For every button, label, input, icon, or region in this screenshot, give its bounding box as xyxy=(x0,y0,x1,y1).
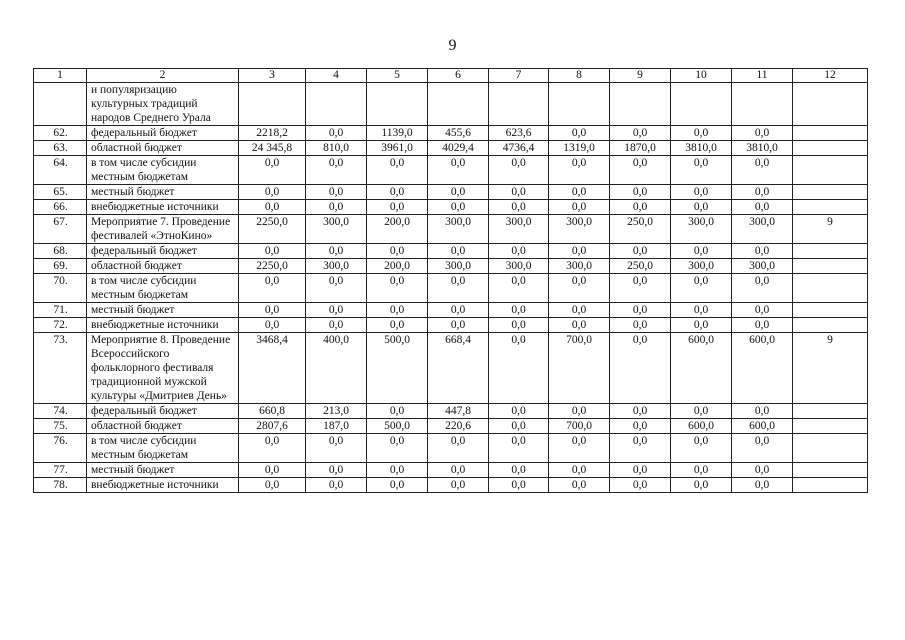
value-cell: 300,0 xyxy=(732,259,793,274)
value-cell: 0,0 xyxy=(671,185,732,200)
value-cell: 0,0 xyxy=(732,434,793,463)
value-cell: 0,0 xyxy=(671,156,732,185)
value-cell: 0,0 xyxy=(428,478,489,493)
column-header: 7 xyxy=(489,69,549,83)
value-cell: 0,0 xyxy=(732,478,793,493)
description-cell: внебюджетные источники xyxy=(87,478,239,493)
value-cell: 0,0 xyxy=(306,200,367,215)
value-cell: 2218,2 xyxy=(239,126,306,141)
value-cell: 1870,0 xyxy=(610,141,671,156)
table-row xyxy=(34,318,868,333)
value-cell: 3810,0 xyxy=(732,141,793,156)
target-reference-cell xyxy=(793,156,868,185)
value-cell: 0,0 xyxy=(367,303,428,318)
row-number-cell: 65. xyxy=(34,185,87,200)
column-header: 2 xyxy=(87,69,239,83)
row-number-cell: 70. xyxy=(34,274,87,303)
value-cell: 0,0 xyxy=(428,200,489,215)
value-cell xyxy=(671,83,732,126)
value-cell: 0,0 xyxy=(549,478,610,493)
value-cell: 600,0 xyxy=(671,333,732,404)
value-cell: 500,0 xyxy=(367,333,428,404)
value-cell: 0,0 xyxy=(239,478,306,493)
value-cell: 600,0 xyxy=(732,333,793,404)
value-cell: 0,0 xyxy=(549,318,610,333)
value-cell: 0,0 xyxy=(610,185,671,200)
value-cell: 300,0 xyxy=(306,215,367,244)
value-cell: 0,0 xyxy=(549,463,610,478)
value-cell: 700,0 xyxy=(549,419,610,434)
value-cell: 0,0 xyxy=(671,404,732,419)
value-cell: 0,0 xyxy=(549,404,610,419)
row-number-cell: 75. xyxy=(34,419,87,434)
row-number-cell: 76. xyxy=(34,434,87,463)
value-cell: 0,0 xyxy=(428,156,489,185)
page-number: 9 xyxy=(448,37,457,54)
value-cell: 200,0 xyxy=(367,215,428,244)
value-cell xyxy=(239,83,306,126)
budget-table xyxy=(33,68,868,493)
value-cell xyxy=(367,83,428,126)
target-reference-cell xyxy=(793,419,868,434)
value-cell: 0,0 xyxy=(489,156,549,185)
table-row xyxy=(34,156,868,185)
value-cell: 0,0 xyxy=(732,463,793,478)
value-cell: 4736,4 xyxy=(489,141,549,156)
value-cell: 447,8 xyxy=(428,404,489,419)
value-cell: 0,0 xyxy=(306,303,367,318)
value-cell: 400,0 xyxy=(306,333,367,404)
value-cell: 0,0 xyxy=(732,404,793,419)
value-cell: 200,0 xyxy=(367,259,428,274)
target-reference-cell xyxy=(793,83,868,126)
value-cell: 1139,0 xyxy=(367,126,428,141)
column-header: 1 xyxy=(34,69,87,83)
description-cell: федеральный бюджет xyxy=(87,404,239,419)
value-cell: 0,0 xyxy=(367,156,428,185)
value-cell: 0,0 xyxy=(367,244,428,259)
value-cell: 0,0 xyxy=(671,478,732,493)
target-reference-cell xyxy=(793,434,868,463)
column-header: 3 xyxy=(239,69,306,83)
value-cell: 300,0 xyxy=(671,215,732,244)
value-cell: 700,0 xyxy=(549,333,610,404)
value-cell: 0,0 xyxy=(671,463,732,478)
value-cell: 0,0 xyxy=(367,185,428,200)
table-row xyxy=(34,200,868,215)
table-row xyxy=(34,478,868,493)
table-row xyxy=(34,215,868,244)
value-cell: 0,0 xyxy=(489,274,549,303)
row-number-cell: 73. xyxy=(34,333,87,404)
value-cell: 623,6 xyxy=(489,126,549,141)
value-cell: 0,0 xyxy=(489,333,549,404)
row-number-cell: 71. xyxy=(34,303,87,318)
column-header: 10 xyxy=(671,69,732,83)
value-cell: 0,0 xyxy=(549,185,610,200)
table-row xyxy=(34,141,868,156)
row-number-cell: 67. xyxy=(34,215,87,244)
target-reference-cell xyxy=(793,244,868,259)
value-cell: 0,0 xyxy=(610,404,671,419)
description-cell: областной бюджет xyxy=(87,419,239,434)
value-cell: 300,0 xyxy=(428,259,489,274)
value-cell: 0,0 xyxy=(306,156,367,185)
row-number-cell: 74. xyxy=(34,404,87,419)
value-cell: 300,0 xyxy=(489,259,549,274)
value-cell: 0,0 xyxy=(306,463,367,478)
value-cell: 0,0 xyxy=(239,185,306,200)
value-cell: 0,0 xyxy=(306,274,367,303)
description-cell: и популяризацию культурных традиций народов Среднего Урала xyxy=(87,83,239,126)
value-cell: 300,0 xyxy=(549,259,610,274)
column-header: 9 xyxy=(610,69,671,83)
value-cell: 0,0 xyxy=(732,200,793,215)
value-cell: 0,0 xyxy=(489,200,549,215)
value-cell: 300,0 xyxy=(489,215,549,244)
row-number-cell: 64. xyxy=(34,156,87,185)
table-row xyxy=(34,83,868,126)
row-number-cell: 77. xyxy=(34,463,87,478)
column-header: 6 xyxy=(428,69,489,83)
value-cell xyxy=(428,83,489,126)
value-cell: 300,0 xyxy=(671,259,732,274)
row-number-cell: 78. xyxy=(34,478,87,493)
target-reference-cell xyxy=(793,185,868,200)
value-cell: 24 345,8 xyxy=(239,141,306,156)
description-cell: местный бюджет xyxy=(87,463,239,478)
value-cell: 0,0 xyxy=(732,274,793,303)
value-cell: 0,0 xyxy=(428,434,489,463)
value-cell: 0,0 xyxy=(489,185,549,200)
value-cell: 0,0 xyxy=(239,463,306,478)
table-row xyxy=(34,434,868,463)
value-cell: 0,0 xyxy=(610,244,671,259)
table-row xyxy=(34,303,868,318)
value-cell: 2807,6 xyxy=(239,419,306,434)
value-cell: 0,0 xyxy=(549,200,610,215)
row-number-cell: 68. xyxy=(34,244,87,259)
value-cell: 0,0 xyxy=(428,185,489,200)
table-row xyxy=(34,404,868,419)
value-cell: 250,0 xyxy=(610,215,671,244)
description-cell: федеральный бюджет xyxy=(87,244,239,259)
value-cell: 0,0 xyxy=(489,303,549,318)
column-header: 11 xyxy=(732,69,793,83)
column-header: 4 xyxy=(306,69,367,83)
value-cell: 0,0 xyxy=(671,274,732,303)
value-cell: 0,0 xyxy=(610,419,671,434)
value-cell: 0,0 xyxy=(549,274,610,303)
value-cell: 0,0 xyxy=(306,434,367,463)
value-cell: 600,0 xyxy=(671,419,732,434)
value-cell: 0,0 xyxy=(610,274,671,303)
value-cell: 0,0 xyxy=(610,303,671,318)
column-header: 8 xyxy=(549,69,610,83)
value-cell: 0,0 xyxy=(671,434,732,463)
value-cell: 0,0 xyxy=(549,126,610,141)
value-cell: 1319,0 xyxy=(549,141,610,156)
description-cell: внебюджетные источники xyxy=(87,318,239,333)
value-cell: 0,0 xyxy=(306,244,367,259)
description-cell: внебюджетные источники xyxy=(87,200,239,215)
value-cell: 0,0 xyxy=(610,200,671,215)
value-cell: 2250,0 xyxy=(239,215,306,244)
value-cell: 0,0 xyxy=(306,185,367,200)
row-number-cell: 69. xyxy=(34,259,87,274)
value-cell: 0,0 xyxy=(671,303,732,318)
value-cell: 0,0 xyxy=(428,463,489,478)
value-cell: 0,0 xyxy=(732,318,793,333)
description-cell: в том числе субсидии местным бюджетам xyxy=(87,434,239,463)
value-cell: 0,0 xyxy=(489,434,549,463)
value-cell: 455,6 xyxy=(428,126,489,141)
value-cell: 0,0 xyxy=(671,200,732,215)
table-row xyxy=(34,463,868,478)
value-cell: 250,0 xyxy=(610,259,671,274)
value-cell: 660,8 xyxy=(239,404,306,419)
description-cell: в том числе субсидии местным бюджетам xyxy=(87,156,239,185)
value-cell: 0,0 xyxy=(671,244,732,259)
value-cell: 0,0 xyxy=(610,333,671,404)
target-reference-cell xyxy=(793,200,868,215)
value-cell: 0,0 xyxy=(549,156,610,185)
value-cell: 300,0 xyxy=(549,215,610,244)
value-cell: 0,0 xyxy=(367,404,428,419)
header-row xyxy=(34,69,868,83)
table-row xyxy=(34,419,868,434)
value-cell: 0,0 xyxy=(732,126,793,141)
value-cell xyxy=(732,83,793,126)
target-reference-cell xyxy=(793,126,868,141)
value-cell: 0,0 xyxy=(671,126,732,141)
value-cell: 0,0 xyxy=(549,303,610,318)
value-cell: 0,0 xyxy=(428,303,489,318)
target-reference-cell xyxy=(793,303,868,318)
value-cell: 668,4 xyxy=(428,333,489,404)
value-cell: 0,0 xyxy=(239,303,306,318)
row-number-cell: 66. xyxy=(34,200,87,215)
value-cell: 0,0 xyxy=(306,318,367,333)
value-cell: 300,0 xyxy=(428,215,489,244)
value-cell xyxy=(610,83,671,126)
value-cell: 0,0 xyxy=(239,434,306,463)
value-cell: 0,0 xyxy=(306,126,367,141)
value-cell: 3810,0 xyxy=(671,141,732,156)
target-reference-cell xyxy=(793,259,868,274)
target-reference-cell xyxy=(793,318,868,333)
value-cell: 0,0 xyxy=(610,434,671,463)
value-cell: 0,0 xyxy=(367,478,428,493)
value-cell: 0,0 xyxy=(428,274,489,303)
value-cell: 0,0 xyxy=(428,244,489,259)
value-cell: 2250,0 xyxy=(239,259,306,274)
value-cell: 0,0 xyxy=(489,478,549,493)
value-cell: 0,0 xyxy=(489,318,549,333)
value-cell: 0,0 xyxy=(489,463,549,478)
value-cell: 3468,4 xyxy=(239,333,306,404)
value-cell: 500,0 xyxy=(367,419,428,434)
value-cell: 0,0 xyxy=(239,200,306,215)
value-cell: 0,0 xyxy=(239,318,306,333)
value-cell: 600,0 xyxy=(732,419,793,434)
description-cell: областной бюджет xyxy=(87,141,239,156)
value-cell: 3961,0 xyxy=(367,141,428,156)
target-reference-cell xyxy=(793,463,868,478)
value-cell: 0,0 xyxy=(671,318,732,333)
value-cell: 0,0 xyxy=(239,156,306,185)
value-cell: 213,0 xyxy=(306,404,367,419)
value-cell: 0,0 xyxy=(489,404,549,419)
table-row xyxy=(34,333,868,404)
value-cell: 0,0 xyxy=(367,200,428,215)
value-cell: 187,0 xyxy=(306,419,367,434)
value-cell: 810,0 xyxy=(306,141,367,156)
description-cell: Мероприятие 7. Проведение фестивалей «ЭтноКино» xyxy=(87,215,239,244)
value-cell: 0,0 xyxy=(732,156,793,185)
value-cell: 0,0 xyxy=(489,419,549,434)
value-cell: 300,0 xyxy=(732,215,793,244)
column-header: 12 xyxy=(793,69,868,83)
description-cell: местный бюджет xyxy=(87,303,239,318)
value-cell: 0,0 xyxy=(549,434,610,463)
value-cell xyxy=(306,83,367,126)
table-row xyxy=(34,185,868,200)
description-cell: федеральный бюджет xyxy=(87,126,239,141)
value-cell: 0,0 xyxy=(367,274,428,303)
value-cell: 0,0 xyxy=(239,274,306,303)
value-cell: 0,0 xyxy=(306,478,367,493)
table-row xyxy=(34,244,868,259)
target-reference-cell: 9 xyxy=(793,215,868,244)
value-cell: 0,0 xyxy=(732,303,793,318)
value-cell: 220,6 xyxy=(428,419,489,434)
value-cell: 4029,4 xyxy=(428,141,489,156)
row-number-cell: 63. xyxy=(34,141,87,156)
row-number-cell: 72. xyxy=(34,318,87,333)
description-cell: местный бюджет xyxy=(87,185,239,200)
description-cell: областной бюджет xyxy=(87,259,239,274)
row-number-cell: 62. xyxy=(34,126,87,141)
value-cell: 0,0 xyxy=(732,185,793,200)
description-cell: Мероприятие 8. Проведение Всероссийского фольклорного фестиваля традиционной мужской культуры «Дмитриев День» xyxy=(87,333,239,404)
value-cell xyxy=(489,83,549,126)
description-cell: в том числе субсидии местным бюджетам xyxy=(87,274,239,303)
value-cell: 0,0 xyxy=(367,318,428,333)
value-cell: 0,0 xyxy=(610,156,671,185)
value-cell: 0,0 xyxy=(239,244,306,259)
value-cell: 0,0 xyxy=(732,244,793,259)
value-cell: 0,0 xyxy=(489,244,549,259)
value-cell xyxy=(549,83,610,126)
value-cell: 0,0 xyxy=(610,318,671,333)
table-row xyxy=(34,259,868,274)
value-cell: 0,0 xyxy=(610,478,671,493)
target-reference-cell: 9 xyxy=(793,333,868,404)
value-cell: 0,0 xyxy=(367,434,428,463)
value-cell: 0,0 xyxy=(549,244,610,259)
value-cell: 0,0 xyxy=(610,126,671,141)
target-reference-cell xyxy=(793,404,868,419)
table-row xyxy=(34,126,868,141)
column-header: 5 xyxy=(367,69,428,83)
table-body xyxy=(34,69,868,493)
value-cell: 0,0 xyxy=(367,463,428,478)
row-number-cell xyxy=(34,83,87,126)
table-row xyxy=(34,274,868,303)
target-reference-cell xyxy=(793,274,868,303)
value-cell: 0,0 xyxy=(610,463,671,478)
target-reference-cell xyxy=(793,478,868,493)
value-cell: 300,0 xyxy=(306,259,367,274)
value-cell: 0,0 xyxy=(428,318,489,333)
target-reference-cell xyxy=(793,141,868,156)
